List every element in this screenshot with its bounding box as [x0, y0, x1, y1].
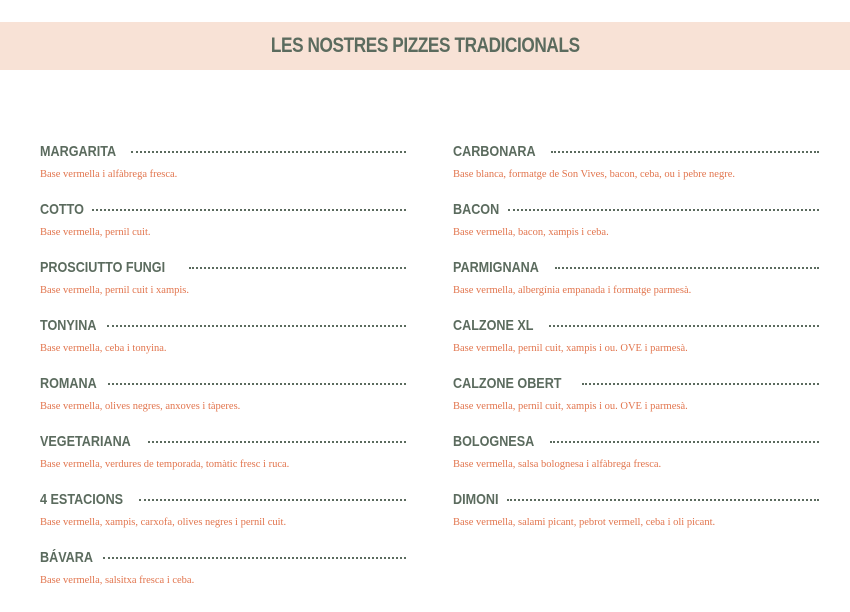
menu-item-description: Base vermella, salsitxa fresca i ceba.	[40, 575, 195, 586]
menu-item	[40, 199, 406, 257]
dotted-leader	[189, 267, 406, 269]
menu-item	[453, 489, 819, 547]
menu-item-description: Base vermella, olives negres, anxoves i tàperes.	[40, 401, 241, 412]
menu-item-description: Base vermella, xampis, carxofa, olives negres i pernil cuit.	[40, 517, 287, 528]
menu-item-description: Base vermella, pernil cuit.	[40, 227, 151, 238]
header-banner	[0, 22, 850, 70]
menu-item	[40, 141, 406, 199]
menu-item-description: Base vermella, pernil cuit, xampis i ou. OVE i parmesà.	[453, 401, 688, 412]
menu-item	[453, 257, 819, 315]
menu-item-description: Base vermella, verdures de temporada, tomàtic fresc i ruca.	[40, 459, 290, 470]
menu-item-name: ROMANA	[40, 374, 97, 392]
menu-item-description: Base vermella, pernil cuit, xampis i ou. OVE i parmesà.	[453, 343, 688, 354]
menu-item-name: 4 ESTACIONS	[40, 490, 124, 508]
menu-item-description: Base vermella, albergínia empanada i formatge parmesà.	[453, 285, 692, 296]
menu-item-name: BOLOGNESA	[453, 432, 535, 450]
menu-item	[453, 199, 819, 257]
menu-item-name: CALZONE XL	[453, 316, 534, 334]
menu-item-name: PROSCIUTTO FUNGI	[40, 258, 166, 276]
menu-item	[453, 315, 819, 373]
menu-item-name: CARBONARA	[453, 142, 536, 160]
menu-item-description: Base vermella, salsa bolognesa i alfàbrega fresca.	[453, 459, 662, 470]
dotted-leader	[551, 151, 819, 153]
menu-item-description: Base blanca, formatge de Son Vives, bacon, ceba, ou i pebre negre.	[453, 169, 735, 180]
dotted-leader	[92, 209, 406, 211]
dotted-leader	[550, 441, 819, 443]
dotted-leader	[507, 499, 819, 501]
dotted-leader	[582, 383, 819, 385]
menu-item-name: CALZONE OBERT	[453, 374, 562, 392]
menu-item-description: Base vermella, salami picant, pebrot vermell, ceba i oli picant.	[453, 517, 716, 528]
menu-item-description: Base vermella, ceba i tonyina.	[40, 343, 167, 354]
dotted-leader	[508, 209, 819, 211]
menu-item	[40, 547, 406, 605]
menu-item	[40, 431, 406, 489]
menu-item-name: VEGETARIANA	[40, 432, 131, 450]
menu-item-name: BACON	[453, 200, 500, 218]
menu-item	[40, 257, 406, 315]
menu-item	[453, 431, 819, 489]
dotted-leader	[108, 383, 407, 385]
menu-item-name: COTTO	[40, 200, 84, 218]
menu-item-name: DIMONI	[453, 490, 499, 508]
menu-item	[40, 373, 406, 431]
dotted-leader	[103, 557, 406, 559]
menu-column-right	[453, 141, 819, 547]
menu-item-name: PARMIGNANA	[453, 258, 539, 276]
menu-column-left	[40, 141, 406, 605]
menu-item-description: Base vermella, pernil cuit i xampis.	[40, 285, 189, 296]
menu-item-name: MARGARITA	[40, 142, 117, 160]
dotted-leader	[131, 151, 406, 153]
menu-item	[453, 141, 819, 199]
menu-item	[453, 373, 819, 431]
page-title: LES NOSTRES PIZZES TRADICIONALS	[270, 34, 580, 57]
menu-item-description: Base vermella i alfàbrega fresca.	[40, 169, 178, 180]
dotted-leader	[148, 441, 406, 443]
menu-item	[40, 315, 406, 373]
dotted-leader	[555, 267, 819, 269]
menu-item-name: TONYINA	[40, 316, 97, 334]
dotted-leader	[139, 499, 406, 501]
menu-item-description: Base vermella, bacon, xampis i ceba.	[453, 227, 609, 238]
dotted-leader	[107, 325, 406, 327]
menu-item	[40, 489, 406, 547]
menu-item-name: BÁVARA	[40, 548, 93, 566]
dotted-leader	[549, 325, 819, 327]
